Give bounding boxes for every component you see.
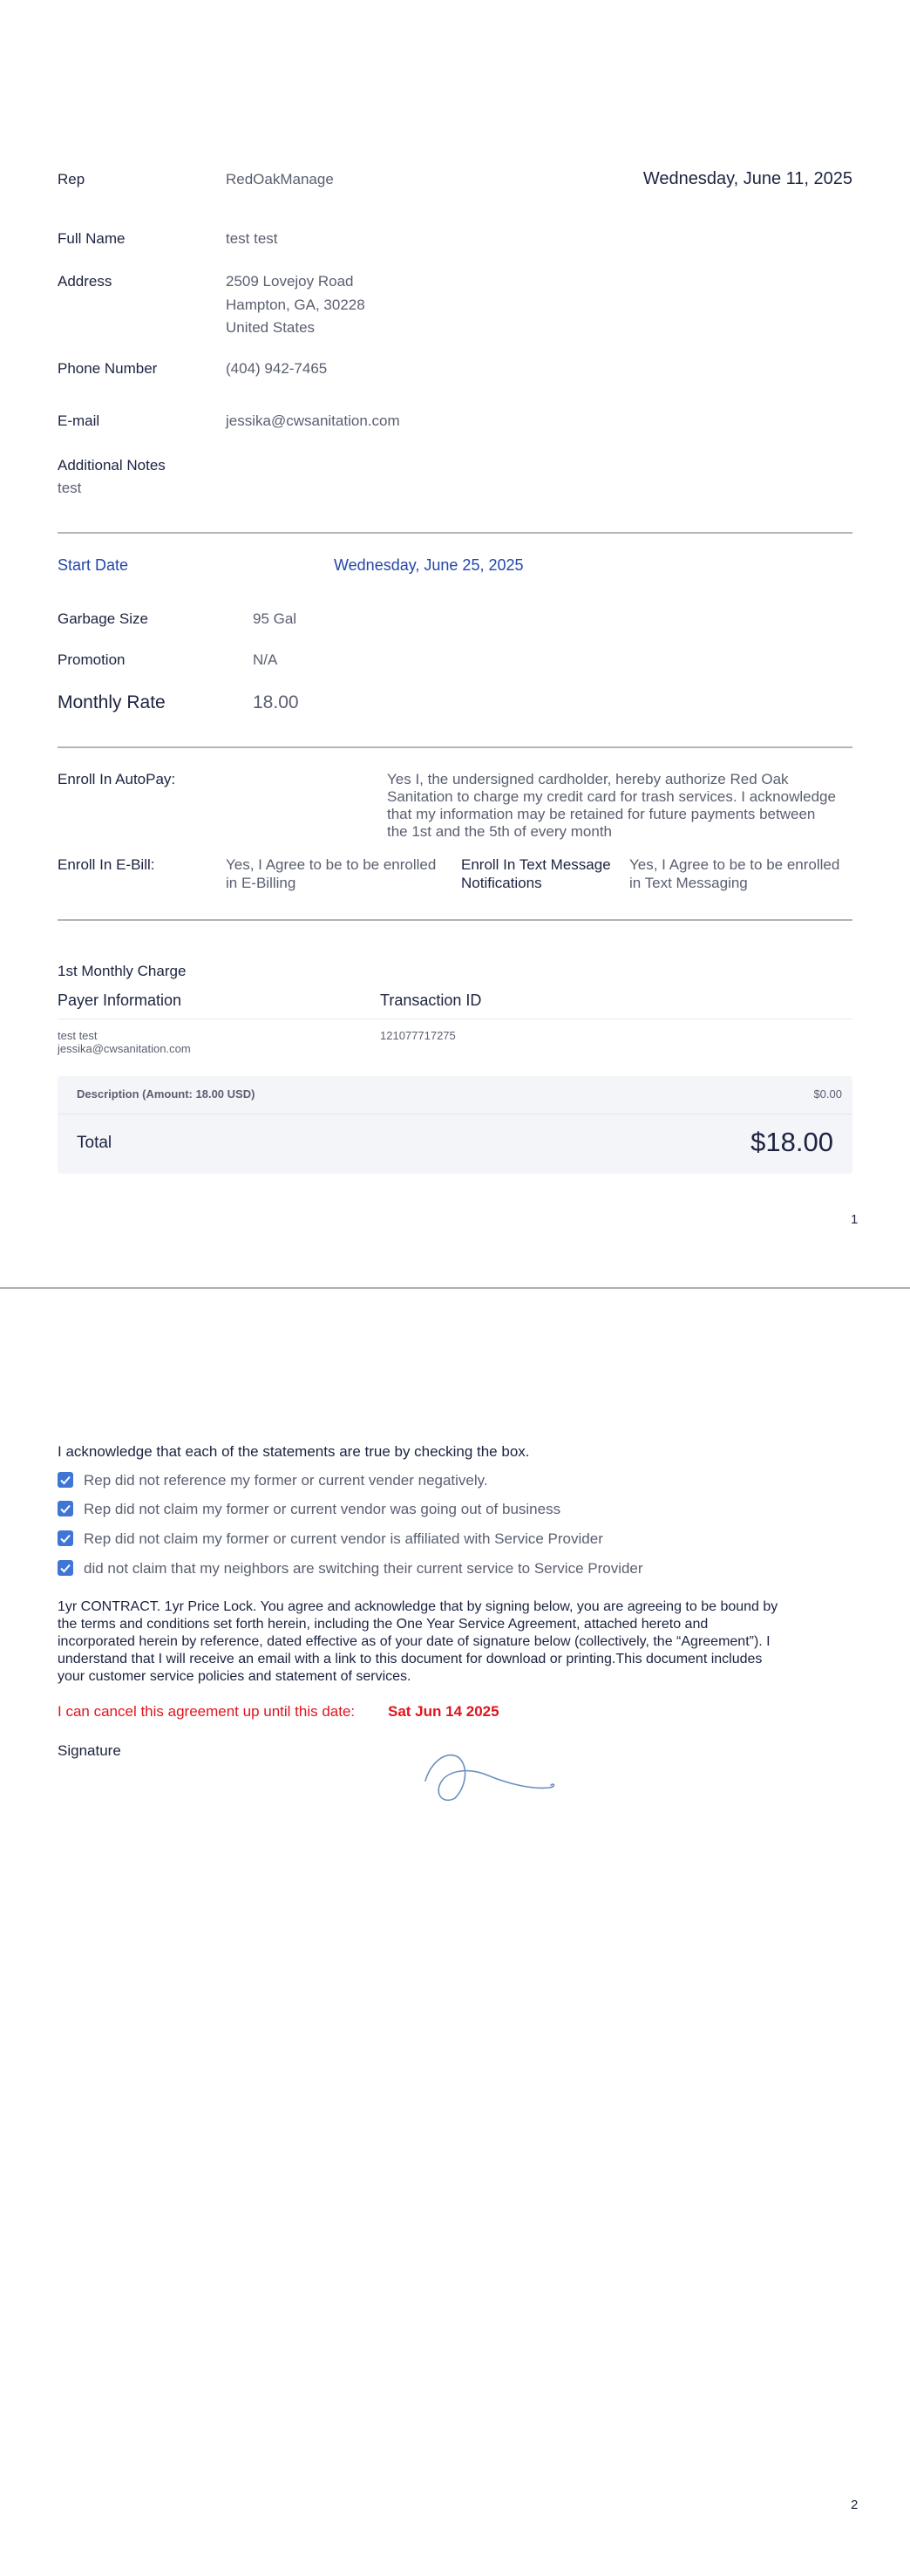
page-number: 1	[851, 1212, 859, 1227]
page-number: 2	[851, 2498, 859, 2512]
checkbox-label: did not claim that my neighbors are switching their current service to Service Provider	[84, 1560, 643, 1577]
garbage-size-label: Garbage Size	[58, 610, 148, 627]
autopay-text-line4: the 1st and the 5th of every month	[387, 823, 612, 840]
payer-info-header: Payer Information	[58, 992, 182, 1009]
notes-label: Additional Notes	[58, 457, 166, 474]
payer-name: test test	[58, 1029, 98, 1042]
checkbox-label: Rep did not claim my former or current vendor is affiliated with Service Provider	[84, 1530, 603, 1547]
text-msg-text-line1: Yes, I Agree to be to be enrolled	[629, 856, 840, 873]
signature-label: Signature	[58, 1742, 121, 1759]
transaction-id-header: Transaction ID	[380, 992, 482, 1009]
notes-value: test	[58, 480, 82, 496]
checkbox-2[interactable]	[58, 1501, 73, 1516]
address-line1: 2509 Lovejoy Road	[226, 273, 354, 290]
contract-line: 1yr CONTRACT. 1yr Price Lock. You agree and acknowledge that by signing below, you are agreeing to be bound by	[58, 1599, 778, 1614]
description-label: Description (Amount: 18.00 USD)	[77, 1087, 255, 1101]
contract-line: understand that I will receive an email with a link to this document for download or printing.This document includes	[58, 1652, 763, 1666]
total-value: $18.00	[750, 1127, 833, 1157]
monthly-rate-label: Monthly Rate	[58, 692, 166, 712]
address-line3: United States	[226, 319, 316, 336]
divider	[58, 746, 852, 748]
contract-line: incorporated herein by reference, dated effective as of your date of signature below (collectively, the “Agreement”). I	[58, 1634, 771, 1649]
check-icon	[59, 1532, 71, 1544]
autopay-text-line2: Sanitation to charge my credit card for trash services. I acknowledge	[387, 788, 836, 805]
full-name-value: test test	[226, 230, 278, 247]
total-label: Total	[77, 1134, 112, 1152]
page-break	[0, 1287, 910, 1289]
text-msg-label-line2: Notifications	[461, 875, 542, 891]
phone-label: Phone Number	[58, 360, 158, 377]
address-label: Address	[58, 273, 112, 290]
autopay-text-line1: Yes I, the undersigned cardholder, hereby authorize Red Oak	[387, 771, 789, 787]
start-date-value: Wednesday, June 25, 2025	[334, 556, 524, 574]
promotion-value: N/A	[253, 651, 278, 668]
email-label: E-mail	[58, 412, 100, 429]
text-msg-label-line1: Enroll In Text Message	[461, 856, 611, 873]
rep-label: Rep	[58, 171, 85, 187]
checkbox-1[interactable]	[58, 1472, 73, 1488]
phone-value: (404) 942-7465	[226, 360, 328, 377]
ebill-label: Enroll In E-Bill:	[58, 856, 155, 873]
text-msg-text-line2: in Text Messaging	[629, 875, 748, 891]
charge-title: 1st Monthly Charge	[58, 963, 187, 979]
garbage-size-value: 95 Gal	[253, 610, 297, 627]
description-amount: $0.00	[813, 1087, 842, 1101]
address-line2: Hampton, GA, 30228	[226, 296, 365, 313]
cancel-label: I can cancel this agreement up until this date:	[58, 1703, 356, 1720]
checkbox-3[interactable]	[58, 1530, 73, 1546]
start-date-label: Start Date	[58, 556, 129, 574]
check-icon	[59, 1503, 71, 1515]
contract-line: the terms and conditions set forth herein, including the One Year Service Agreement, attached hereto and	[58, 1617, 709, 1632]
divider	[58, 919, 852, 921]
check-icon	[59, 1474, 71, 1486]
autopay-text-line3: that my information may be retained for future payments between	[387, 806, 816, 822]
contract-line: your customer service policies and statement of services.	[58, 1669, 411, 1684]
rep-value: RedOakManage	[226, 171, 334, 187]
checkbox-label: Rep did not claim my former or current vendor was going out of business	[84, 1501, 561, 1517]
payer-email: jessika@cwsanitation.com	[58, 1042, 191, 1055]
email-value: jessika@cwsanitation.com	[226, 412, 400, 429]
check-icon	[59, 1562, 71, 1574]
signature-image	[418, 1744, 567, 1805]
ebill-text-line1: Yes, I Agree to be to be enrolled	[226, 856, 437, 873]
checkbox-4[interactable]	[58, 1560, 73, 1576]
full-name-label: Full Name	[58, 230, 126, 247]
ebill-text-line2: in E-Billing	[226, 875, 296, 891]
autopay-label: Enroll In AutoPay:	[58, 771, 176, 787]
contract-text	[58, 1598, 778, 1686]
monthly-rate-value: 18.00	[253, 692, 299, 712]
promotion-label: Promotion	[58, 651, 126, 668]
divider	[58, 532, 852, 534]
cancel-date: Sat Jun 14 2025	[388, 1703, 499, 1720]
checkbox-label: Rep did not reference my former or current vender negatively.	[84, 1472, 488, 1489]
transaction-id: 121077717275	[380, 1029, 456, 1042]
charge-summary-panel	[58, 1076, 852, 1174]
acknowledgement-intro: I acknowledge that each of the statements are true by checking the box.	[58, 1443, 530, 1460]
document-date: Wednesday, June 11, 2025	[642, 169, 852, 188]
